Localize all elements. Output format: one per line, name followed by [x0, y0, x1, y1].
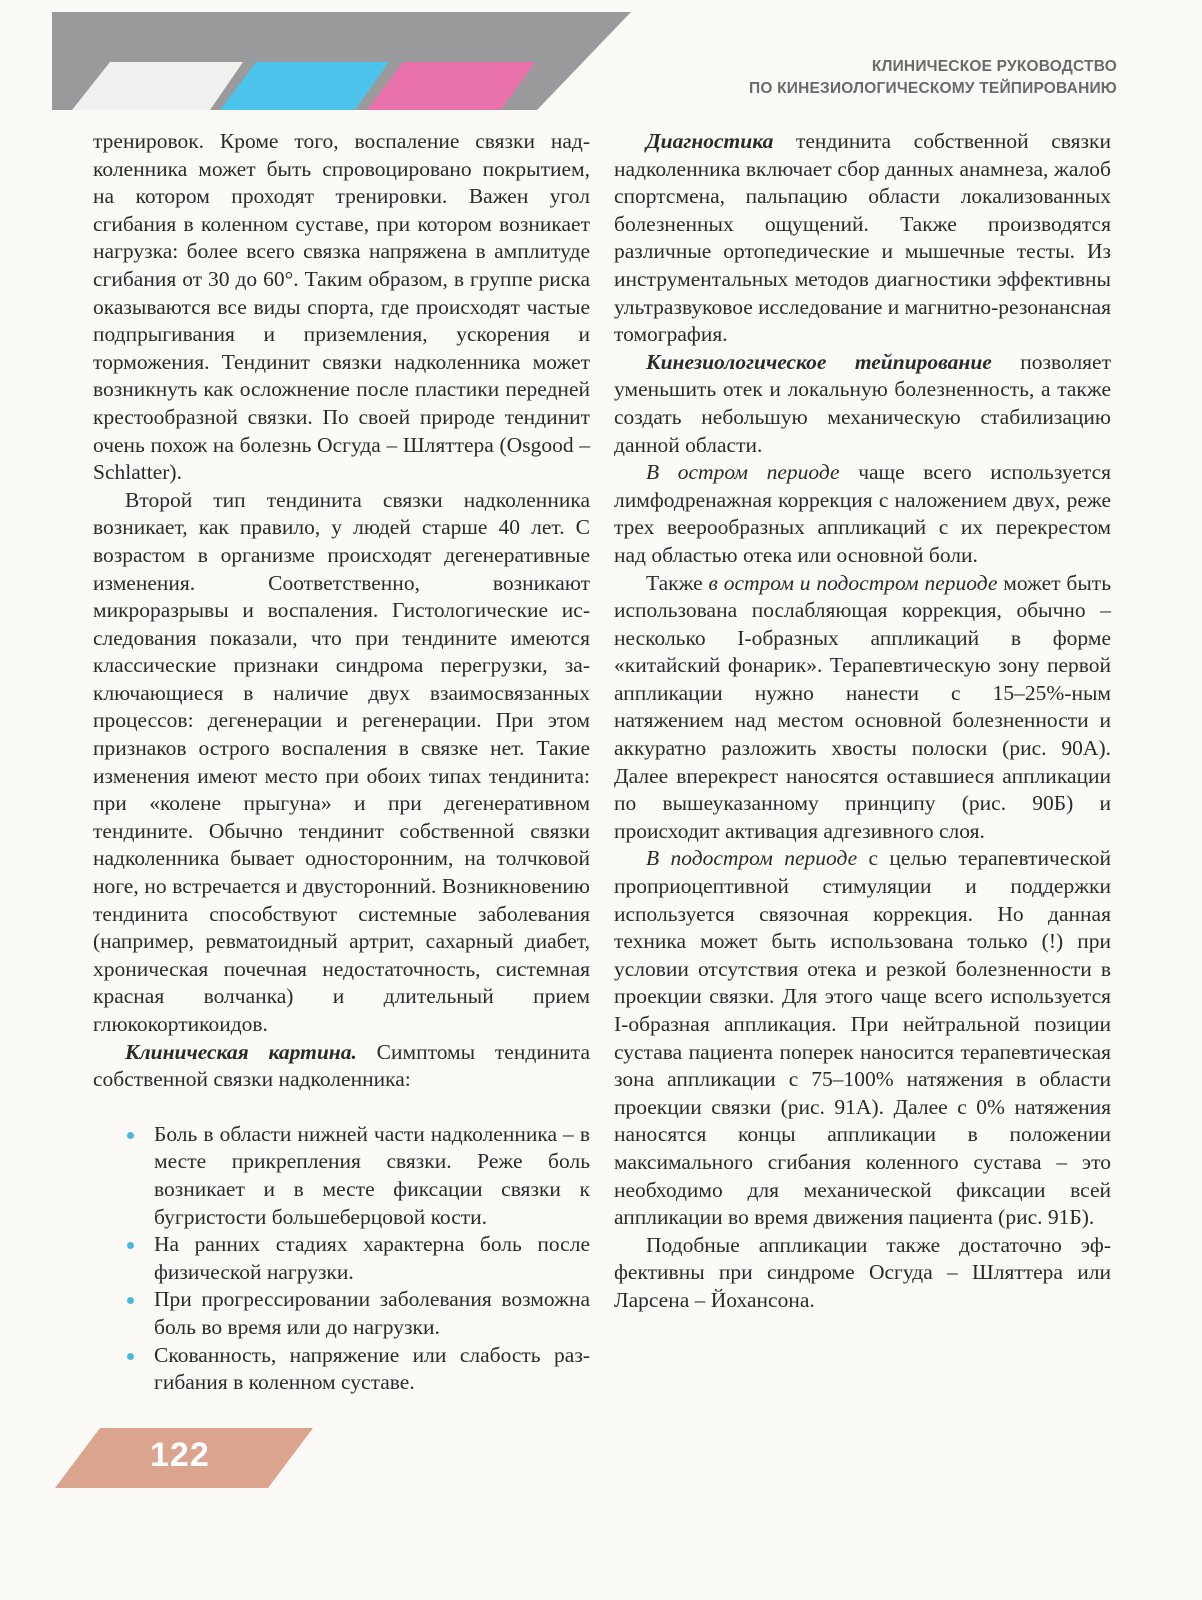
symptom-item-3: При прогрессировании заболевания возможна боль во время или до нагрузки.: [93, 1286, 590, 1341]
acute-subacute-pre: Также: [646, 570, 709, 595]
taping-heading: Кинезиологическое тейпирование: [646, 349, 992, 374]
symptom-item-4: Скованность, напряжение или слабость разгибания в коленном суставе.: [93, 1342, 590, 1397]
left-paragraph-2: Второй тип тендинита связки надколенника возникает, как правило, у людей старше 40 лет. С возрастом в организме происходят дегенеративные изменения. Соответственно, возникают микроразрывы и воспаления. Гистологические исследования показали, что при тендините имеются классические признаки синдрома перегрузки, заключающиеся в наличие двух взаимосвязанных процессов: дегенерации и регенерации. При этом признаков острого воспаления в связке нет. Такие изменения имеют место при обоих типах тендинита: при «колене прыгуна» и при дегенеративном тендините. Обычно тендинит собственной связки надколенника бывает односторонним, на толчковой ноге, но встречается и двусторонний. Возникновению тендинита способствуют системные заболевания (например, ревматоидный артрит, сахарный диабет, хроническая почечная недостаточность, системная красная волчанка) и длительный прием глюкокортикоидов.: [93, 487, 590, 1036]
book-title-line2: ПО КИНЕЗИОЛОГИЧЕСКОМУ ТЕЙПИРОВАНИЮ: [749, 80, 1117, 97]
right-column: [614, 128, 1111, 1315]
acute-subacute-paragraph: [614, 570, 1111, 846]
acute-subacute-emphasis: в остром и подостром периоде: [708, 570, 998, 595]
left-paragraph-1: тренировок. Кроме того, воспаление связки надколенника может быть спровоцировано покрытием, на котором проходят тренировки. Важен угол сгибания в коленном суставе, при котором возникает нагрузка: более всего связка напряжена в амплитуде сгибания от 30 до 60°. Таким образом, в группе риска оказываются все виды спорта, где происходят частые подпрыгивания и приземления, ускорения и торможения. Тендинит связки надколенника может возникнуть как осложнение после пластики передней крестообразной связки. По своей природе тендинит очень похож на болезнь Осгуда – Шляттера (Osgood – Schlatter).: [93, 129, 590, 485]
subacute-period-lead: В подостром периоде: [646, 846, 858, 871]
left-column: [93, 128, 590, 1397]
clinical-picture-paragraph: [93, 1039, 590, 1094]
symptom-list: [93, 1121, 590, 1397]
symptom-item-1: Боль в области нижней части надколенника – в месте прикрепления связки. Реже боль возникает и в месте фиксации связки к бугристости большеберцовой кости.: [93, 1121, 590, 1231]
closing-paragraph: Подобные аппликации также достаточно эффективны при синдроме Осгуда – Шляттера или Ларсена – Йохансона.: [614, 1232, 1111, 1312]
subacute-period-text: с целью терапевтической проприоцептивной стимуляции и поддержки используется связочная коррекция. Но данная техника может быть использована только (!) при условии отсутствия отека и резкой болезненности в проекции связки. Для этого чаще всего используется I-образная аппликация. При нейтральной позиции сустава пациента поперек наносится терапевтическая зона аппликации с 75–100% натяжения в области проекции связки (рис. 91А). Далее с 0% натяжения наносятся концы аппликации в положении максимального сгибания коленного сустава – это необходимо для механической фиксации всей аппликации во время движения пациента (рис. 91Б).: [614, 846, 1112, 1230]
diagnostics-paragraph: [614, 128, 1111, 349]
book-title-line1: КЛИНИЧЕСКОЕ РУКОВОДСТВО: [871, 58, 1117, 75]
subacute-period-paragraph: [614, 845, 1111, 1231]
taping-paragraph: [614, 349, 1111, 459]
clinical-picture-heading: Клиническая картина.: [125, 1039, 357, 1064]
book-title: [749, 56, 1117, 100]
symptom-item-2: На ранних стадиях характерна боль после физической нагрузки.: [93, 1231, 590, 1286]
acute-subacute-text: может быть использована послабляющая коррекция, обычно – несколько I-образных аппликаций в форме «китайский фонарик». Терапевтическую зону первой аппликации нужно нанести с 15–25%-ным натяжением над местом основной болезненности и аккуратно разложить хвосты полоски (рис. 90А). Далее вперекрест наносятся оставшиеся аппликации по вышеуказанному принципу (рис. 90Б) и происходит активация адгезивного слоя.: [614, 570, 1111, 843]
diagnostics-text: тендинита собственной связки надколенника включает сбор данных анамнеза, жалоб спортсмена, пальпацию области локализованных болезненных ощущений. Также производятся различные ортопедические и мышечные тесты. Из инструментальных методов диагностики эффективны ультразвуковое исследование и магнитно-резонансная томография.: [614, 129, 1112, 347]
acute-period-text: чаще всего используется лимфодренажная коррекция с наложением двух, реже трех веерообразных аппликаций с их перекрестом над областью отека или основной боли.: [614, 460, 1112, 567]
taping-text: позволяет уменьшить отек и локальную болезненность, а также создать небольшую механическую стабилизацию данной области.: [614, 349, 1111, 457]
acute-period-lead: В остром периоде: [646, 460, 840, 485]
diagnostics-heading: Диагностика: [646, 129, 774, 153]
page-number: 122: [150, 1436, 210, 1474]
clinical-picture-text: Симптомы тендинита собственной связки надколенника:: [93, 1039, 590, 1092]
acute-period-paragraph: [614, 459, 1111, 569]
